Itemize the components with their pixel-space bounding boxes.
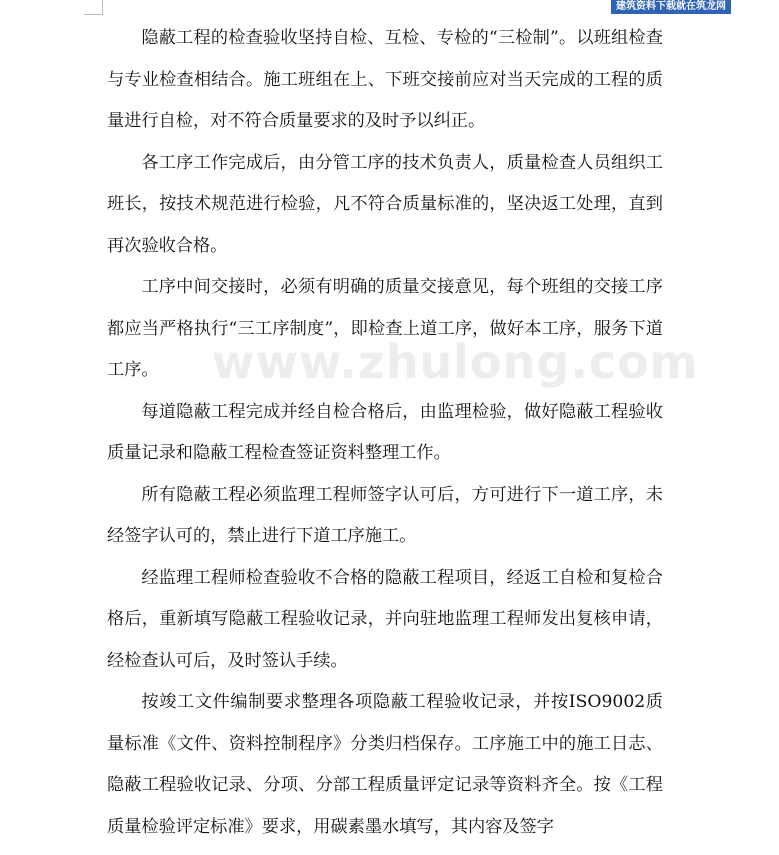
paragraph-1: 隐蔽工程的检查验收坚持自检、互检、专检的“三检制”。以班组检查与专业检查相结合。施工班组在上、下班交接前应对当天完成的工程的质量进行自检，对不符合质量要求的及时予以纠正。	[107, 28, 663, 131]
paragraph-5: 所有隐蔽工程必须监理工程师签字认可后，方可进行下一道工序，未经签字认可的，禁止进行下道工序施工。	[107, 484, 663, 546]
paragraph-6: 经监理工程师检查验收不合格的隐蔽工程项目，经返工自检和复检合格后，重新填写隐蔽工程验收记录，并向驻地监理工程师发出复核申请，经检查认可后，及时签认手续。	[107, 567, 663, 671]
source-banner: 建筑资料下载就在筑龙网	[611, 0, 731, 14]
paragraph-2: 各工序工作完成后，由分管工序的技术负责人，质量检查人员组织工班长，按技术规范进行检验，凡不符合质量标准的，坚决返工处理，直到再次验收合格。	[107, 152, 663, 256]
page-corner-mark	[84, 0, 103, 15]
paragraph-7: 按竣工文件编制要求整理各项隐蔽工程验收记录，并按ISO9002质量标准《文件、资料控制程序》分类归档保存。工序施工中的施工日志、隐蔽工程验收记录、分项、分部工程质量评定记录等资料齐全。按《工程质量检验评定标准》要求，用碳素墨水填写，其内容及签字	[107, 692, 663, 837]
watermark: www.zhulong.com	[212, 335, 699, 389]
document-body	[107, 18, 663, 848]
paragraph-3: 工序中间交接时，必须有明确的质量交接意见，每个班组的交接工序都应当严格执行“三工序制度”，即检查上道工序，做好本工序，服务下道工序。	[107, 277, 663, 380]
paragraph-4: 每道隐蔽工程完成并经自检合格后，由监理检验，做好隐蔽工程验收质量记录和隐蔽工程检查签证资料整理工作。	[107, 401, 663, 463]
